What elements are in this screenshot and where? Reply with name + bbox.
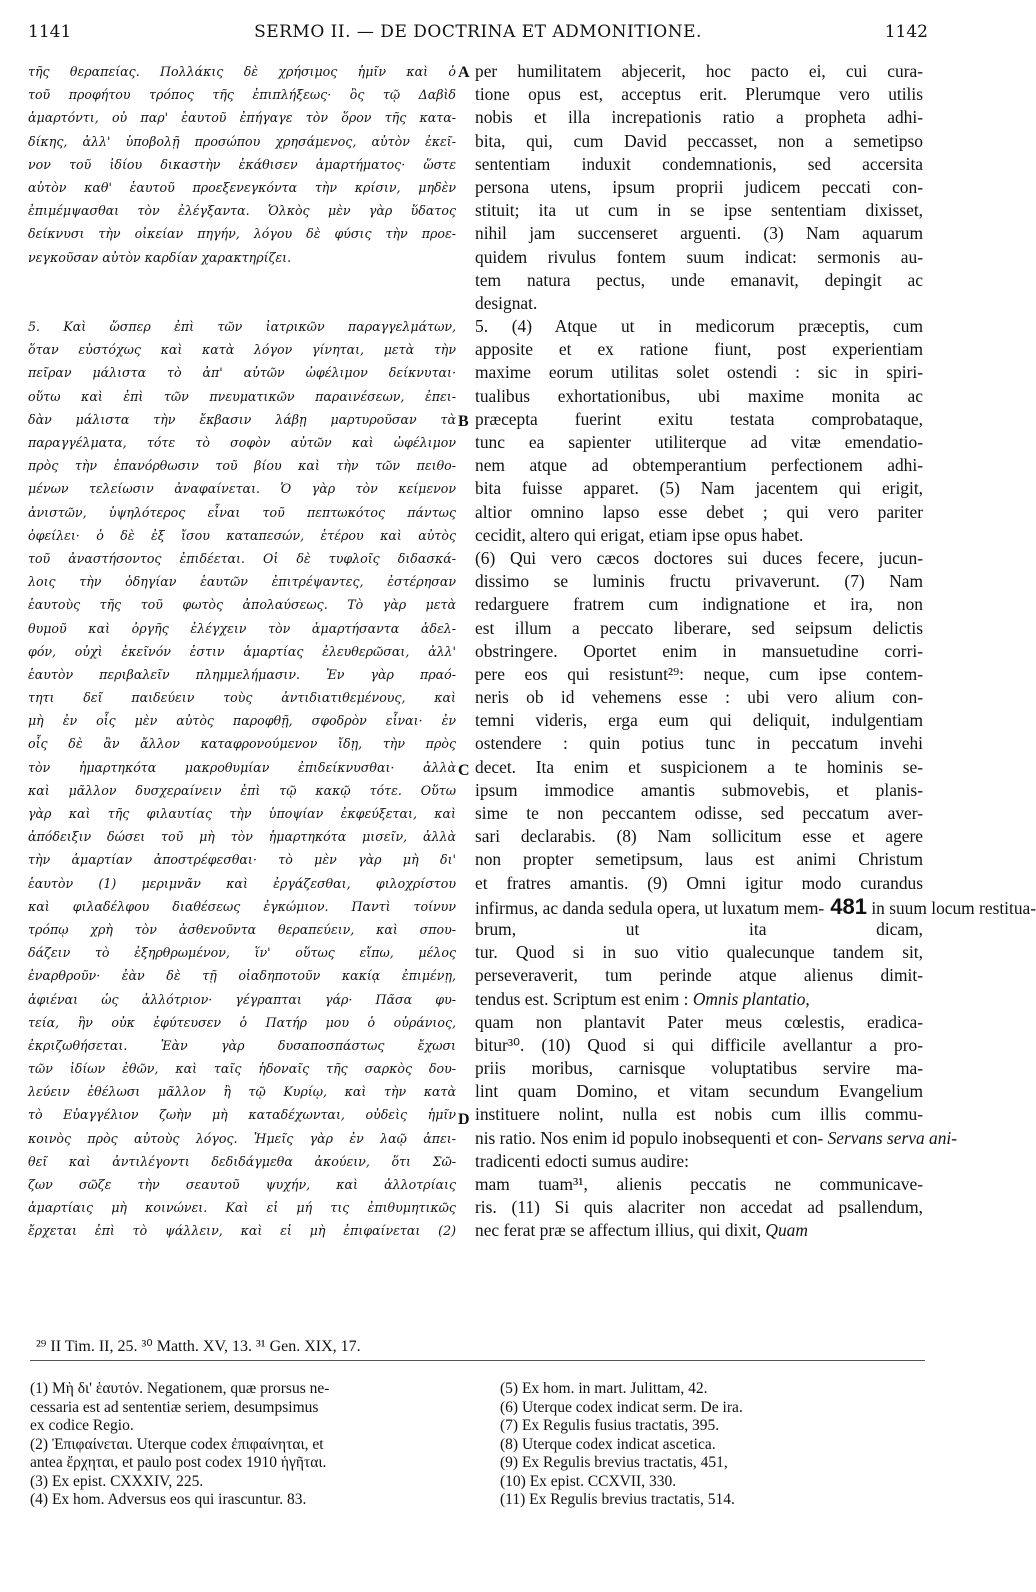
left-column-number: 1141 <box>28 22 72 42</box>
latin-line: cecidit, altero qui erigat, etiam ipse opus habet. <box>475 524 804 545</box>
latin-line: redarguere fratrem cum indignatione et ira, non <box>475 594 923 615</box>
greek-line: καὶ μᾶλλον δυσχεραίνειν ἐπὶ τῷ κακῷ τότε. Οὕτω <box>28 782 456 798</box>
greek-line: 5. Καὶ ὥσπερ ἐπὶ τῶν ἰατρικῶν παραγγελμάτων, <box>28 319 456 335</box>
latin-line: per humilitatem abjecerit, hoc pacto ei, cui cura- <box>475 61 923 81</box>
latin-line: designat. <box>475 292 538 313</box>
latin-line: apposite et ex ratione fiunt, post experientiam <box>475 339 923 360</box>
greek-line: παραγγέλματα, τότε τὸ σοφὸν αὐτῶν καὶ ὠφέλιμον <box>28 435 456 450</box>
greek-line <box>28 292 456 315</box>
latin-line: maxime eorum utilitas solet ostendi : sic in spiri- <box>475 362 923 383</box>
footnote: (7) Ex Regulis fusius tractatis, 395. <box>500 1417 720 1434</box>
latin-line: brum, ut ita dicam, <box>475 918 923 939</box>
latin-line: tradicenti edocti sumus audire: <box>475 1150 689 1171</box>
greek-line: ὀφείλει· ὁ δὲ ἐξ ἴσου καταπεσών, ἑτέρου καὶ αὐτὸς <box>28 527 456 543</box>
footnote: (11) Ex Regulis brevius tractatis, 514. <box>500 1491 735 1508</box>
footnote: cessaria est ad sententiæ seriem, desumpsimus <box>30 1398 319 1416</box>
latin-line: altior omnino lapso esse debet ; qui vero pariter <box>475 501 923 522</box>
greek-line: τητι δεῖ παιδεύειν τοὺς ἀντιδιατιθεμένους, καὶ <box>28 690 456 706</box>
greek-line: τρόπῳ χρὴ τὸν ἀσθενοῦντα θεραπεύειν, καὶ σπου- <box>28 921 456 937</box>
greek-line: αὐτὸν καθ' ἑαυτοῦ προεξενεγκόντα τὴν κρίσιν, μηδὲν <box>28 179 456 195</box>
latin-line: præcepta fuerint exitu testata comprobataque, <box>475 408 923 429</box>
latin-line: (6) Qui vero cæcos doctores sui duces fecere, jucun- <box>475 547 923 568</box>
greek-line: τῶν ἰδίων ἐθῶν, καὶ ταῖς ἡδοναῖς τῆς σαρκὸς δου- <box>28 1061 456 1077</box>
latin-line: sari declarabis. (8) Nam sollicitum esse et agere <box>475 826 923 847</box>
greek-line: ἑαυτὸν περιβαλεῖν πλημμελήμασιν. Ἐν γὰρ πραό- <box>28 666 456 682</box>
page-number-marker: 481 <box>824 893 867 919</box>
greek-line: πρὸς τὴν ἐπανόρθωσιν τοῦ βίου καὶ τὴν τῶν πειθο- <box>28 458 456 474</box>
latin-line: tunc ea sapienter utiliterque ad vitæ emendatio- <box>475 432 923 452</box>
latin-line: stituit; ita ut cum in se ipse sententiam dixisset, <box>475 200 923 221</box>
greek-line: δὰν μάλιστα τὴν ἔκβασιν λάβῃ μαρτυροῦσαν τὰ <box>28 411 456 427</box>
latin-line: bita, qui, cum David peccasset, non a semetipso <box>475 130 923 151</box>
latin-line: bitur³⁰. (10) Quod si qui difficile avellantur a pro- <box>475 1034 923 1055</box>
latin-line: decet. Ita enim et suspicionem a te hominis se- <box>475 756 923 777</box>
greek-line: τὸν ἡμαρτηκότα μακροθυμίαν ἐπιδείκνυσθαι· ἀλλὰ <box>28 759 456 775</box>
greek-line <box>28 269 456 292</box>
section-marker-c: C <box>458 762 470 779</box>
greek-line: ἑαυτὸν (1) μεριμνᾶν καὶ ἐργάζεσθαι, φιλοχρίστου <box>28 875 456 891</box>
latin-line: nec ferat præ se affectum illius, qui dixit, Quam <box>475 1220 808 1241</box>
latin-line: tur. Quod si in suo vitio qualecunque tandem sit, <box>475 942 923 963</box>
greek-line: λεύειν ἐθέλωσι μᾶλλον ἢ τῷ Κυρίῳ, καὶ τὴν κατὰ <box>28 1084 456 1100</box>
greek-line: οἷς δὲ ἂν ἄλλον καταφρονούμενον ἴδῃ, τὴν πρὸς <box>28 736 456 752</box>
footnote: (8) Uterque codex indicat ascetica. <box>500 1435 716 1453</box>
greek-line: θεῖ καὶ ἀντιλέγοντι δεδιδάγμεθα ἀκούειν, ὅτι Σῶ- <box>28 1153 456 1169</box>
greek-line: λοις τὴν ὁδηγίαν ἑαυτῶν ἐπιτρέψαντες, ἐστέρησαν <box>28 574 456 590</box>
greek-line: οὕτω καὶ ἐπὶ τῶν πνευματικῶν παραινέσεων, ἐπει- <box>28 388 456 404</box>
footnote-divider <box>30 1360 925 1361</box>
latin-line: persona utens, ipsum proprii judicem peccati con- <box>475 176 923 197</box>
latin-line: nobis et illa increpationis ratio a propheta adhi- <box>475 107 923 128</box>
greek-line: ὅταν εὐστόχως καὶ κατὰ λόγον γίνηται, μετὰ τὴν <box>28 342 456 358</box>
right-column-number: 1142 <box>884 22 928 42</box>
latin-line: tendus est. Scriptum est enim : Omnis plantatio, <box>475 988 810 1009</box>
greek-line: τεία, ἣν οὐκ ἐφύτευσεν ὁ Πατήρ μου ὁ οὐράνιος, <box>28 1014 456 1030</box>
greek-line: ἐκριζωθήσεται. Ἐὰν γὰρ δυσαποσπάστως ἔχωσι <box>28 1037 456 1053</box>
section-marker-b: B <box>458 413 469 430</box>
latin-line: tem natura pectus, unde emanavit, depingit ac <box>475 269 923 290</box>
footnote: (6) Uterque codex indicat serm. De ira. <box>500 1398 743 1416</box>
greek-line: τοῦ ἀναστήσοντος ἐπιδέεται. Οἱ δὲ τυφλοῖς διδασκά- <box>28 550 456 566</box>
latin-line: 5. (4) Atque ut in medicorum præceptis, cum <box>475 316 923 337</box>
latin-line: temni videris, erga eum qui deliquit, indulgentiam <box>475 710 923 731</box>
greek-line: γὰρ καὶ τῆς φιλαυτίας τὴν ὑποψίαν ἐκφεύξεται, καὶ <box>28 806 456 821</box>
footnotes-left <box>30 1380 470 1510</box>
latin-line: instituere nolint, nulla est nobis cum illis commu- <box>475 1104 923 1125</box>
greek-line: τοῦ προφήτου τρόπος τῆς ἐπιπλήξεως· ὃς τῷ Δαβὶδ <box>28 87 456 103</box>
latin-line: nihil jam succenseret arguenti. (3) Nam aquarum <box>475 223 923 244</box>
greek-line: τῆς θεραπείας. Πολλάκις δὲ χρήσιμος ἡμῖν καὶ ὁ <box>28 64 456 79</box>
footnote: (9) Ex Regulis brevius tractatis, 451, <box>500 1454 728 1471</box>
latin-line: lint quam Domino, et vitam secundum Evangelium <box>475 1081 923 1102</box>
greek-line: δάζειν τὸ ἐξηρθρωμένον, ἵν' οὕτως εἴπω, μέλος <box>28 945 456 961</box>
latin-column <box>475 60 1036 1243</box>
footnote: antea ἔρχηται, et paulo post codex 1910 ἡγῆται. <box>30 1454 327 1471</box>
latin-line-tail: in suum locum restitua- <box>866 897 1036 918</box>
latin-line: quidem rivulus fontem suum indicat: sermonis au- <box>475 246 923 267</box>
latin-line: nem atque ad obtemperantium perfectionem adhi- <box>475 455 923 476</box>
scripture-references: ²⁹ II Tim. II, 25. ³⁰ Matth. XV, 13. ³¹ Gen. XIX, 17. <box>36 1338 361 1355</box>
footnote: (4) Ex hom. Adversus eos qui irascuntur. 83. <box>30 1491 307 1508</box>
greek-line: μὴ ἐν οἷς μὲν αὐτὸς παροφθῇ, σφοδρὸν εἶναι· ἐν <box>28 713 456 729</box>
footnote: (5) Ex hom. in mart. Julittam, 42. <box>500 1380 708 1397</box>
greek-line: κοινὸς πρὸς αὐτοὺς λόγος. Ἡμεῖς γὰρ ἐν λαῷ ἀπει- <box>28 1130 456 1146</box>
greek-line: φόν, οὐχὶ ἐκεῖνόν ἐστιν ἁμαρτίας ἐλευθερῶσαι, ἀλλ' <box>28 643 456 659</box>
latin-line: tualibus exhortationibus, ubi maxime monita ac <box>475 385 923 406</box>
latin-line: obstringere. Oportet enim in mansuetudine corri- <box>475 640 923 661</box>
latin-line: quam non plantavit Pater meus cœlestis, eradica- <box>475 1011 923 1032</box>
greek-line: ἀνιστῶν, ὑψηλότερος εἶναι τοῦ πεπτωκότος πάντως <box>28 504 456 520</box>
latin-line: est illum a peccato liberare, sed seipsum delictis <box>475 617 923 638</box>
latin-line: sententiam induxit condemnationis, sed accersita <box>475 153 923 174</box>
footnotes-right <box>500 1380 930 1510</box>
quote-start: Quam <box>761 1220 808 1241</box>
greek-line: τὴν ἁμαρτίαν ἀποστρέφεσθαι· τὸ μὲν γὰρ μὴ δι' <box>28 852 456 868</box>
latin-line: sime te non peccantem odisse, sed peccatum aver- <box>475 803 923 823</box>
greek-line: δίκης, ἀλλ' ὑποβολῇ προσώπου χρησάμενος, αὐτὸν ἐκεῖ- <box>28 133 456 149</box>
latin-line: perseveraverit, tum perinde atque alienus dimit- <box>475 965 923 986</box>
latin-line: nis ratio. Nos enim id populo inobsequenti et con- Servans serva ani- <box>475 1127 958 1148</box>
footnote: ex codice Regio. <box>30 1417 134 1434</box>
greek-line: ἑαυτοὺς τῆς τοῦ φωτὸς ἀπολαύσεως. Τὸ γὰρ μετὰ <box>28 597 456 613</box>
latin-line: infirmus, ac danda sedula opera, ut luxatum mem- 481 in suum locum restitua- <box>475 893 1036 919</box>
greek-line: ἐπιμέμψασθαι τὸν ἐλέγξαντα. Ὁλκὸς μὲν γὰρ ὕδατος <box>28 203 456 219</box>
greek-line: νον τοῦ ἰδίου δικαστὴν ἐκάθισεν ἁμαρτήματος· ὥστε <box>28 156 456 172</box>
greek-line: καὶ φιλαδέλφου διαθέσεως ἐγκώμιον. Παντὶ τοίνυν <box>28 898 456 914</box>
greek-line: θυμοῦ καὶ ὀργῆς ἐλέγχειν τὸν ἁμαρτήσαντα ἀδελ- <box>28 620 456 636</box>
greek-line: νεγκοῦσαν αὐτὸν καρδίαν χαρακτηρίζει. <box>28 249 292 265</box>
greek-line: ἀφιέναι ὡς ἀλλότριον· γέγραπται γάρ· Πᾶσα φυ- <box>28 991 456 1007</box>
greek-line: τὸ Εὐαγγέλιον ζωὴν μὴ καταδέχωνται, οὐδεὶς ἡμῖν <box>28 1107 456 1123</box>
latin-line: mam tuam³¹, alienis peccatis ne communicave- <box>475 1174 923 1194</box>
latin-line: dissimo se luminis fructu privaverunt. (7) Nam <box>475 571 923 592</box>
greek-line: ἁμαρτόντι, οὐ παρ' ἑαυτοῦ ἐπήγαγε τὸν ὅρον τῆς κατα- <box>28 110 456 126</box>
greek-line: ἁμαρτίαις μὴ κοινώνει. Καὶ εἰ μή τις ἐπιθυμητικῶς <box>28 1200 456 1216</box>
footnote: (1) Μὴ δι' ἑαυτόν. Negationem, quæ prorsus ne- <box>30 1380 330 1397</box>
scripture-quote: Servans serva ani- <box>823 1127 958 1148</box>
latin-line: neris ob id vehemens esse : ubi vero alium con- <box>475 687 923 708</box>
latin-line: bita fuisse apparet. (5) Nam jacentem qui erigit, <box>475 478 923 499</box>
greek-line: μένων τελείωσιν ἀναφαίνεται. Ὁ γὰρ τὸν κείμενον <box>28 481 456 497</box>
section-marker-d: D <box>458 1111 470 1128</box>
greek-line: ἐναρθροῦν· ἐὰν δὲ τῇ οἰαδηποτοῦν κακίᾳ ἐπιμένῃ, <box>28 968 456 984</box>
latin-line: ostendere : quin potius tunc in peccatum invehi <box>475 733 923 754</box>
latin-line: et fratres amantis. (9) Omni igitur modo curandus <box>475 872 923 893</box>
greek-line: ζων σῶζε τὴν σεαυτοῦ ψυχήν, καὶ ἀλλοτρίαις <box>28 1177 456 1192</box>
footnote: (3) Ex epist. CXXXIV, 225. <box>30 1472 204 1490</box>
footnote: (10) Ex epist. CCXVII, 330. <box>500 1472 677 1490</box>
greek-line: δείκνυσι τὴν οἰκείαν πηγήν, λόγου δὲ φύσις τὴν προε- <box>28 226 456 242</box>
section-marker-a: A <box>458 64 470 81</box>
greek-line: πεῖραν μάλιστα τὸ ἀπ' αὐτῶν ὠφέλιμον δείκνυται· <box>28 365 456 381</box>
footnote: (2) Ἐπιφαίνεται. Uterque codex ἐπιφαίνηται, et <box>30 1435 324 1453</box>
page-header <box>28 22 928 48</box>
greek-line: ἀπόδειξιν δώσει τοῦ μὴ τὸν ἡμαρτηκότα μισεῖν, ἀλλὰ <box>28 829 456 845</box>
running-title: SERMO II. — DE DOCTRINA ET ADMONITIONE. <box>254 22 702 42</box>
greek-line: ἔρχεται ἐπὶ τὸ ψάλλειν, καὶ εἰ μὴ ἐπιφαίνεται (2) <box>28 1223 456 1239</box>
latin-line: pere eos qui resistunt²⁹: neque, cum ipse contem- <box>475 663 923 684</box>
latin-line: ris. (11) Si quis alacriter non accedat ad psallendum, <box>475 1197 923 1218</box>
latin-line: non propter semetipsum, laus est animi Christum <box>475 849 923 870</box>
greek-column <box>28 60 456 1243</box>
latin-line: ipsum immodice amantis submovebis, et planis- <box>475 779 923 800</box>
latin-line: tione opus est, acceptus erit. Plerumque vero utilis <box>475 84 923 105</box>
scripture-quote: Omnis plantatio, <box>688 988 810 1009</box>
latin-line: priis moribus, carnisque voluptatibus servire ma- <box>475 1058 923 1079</box>
